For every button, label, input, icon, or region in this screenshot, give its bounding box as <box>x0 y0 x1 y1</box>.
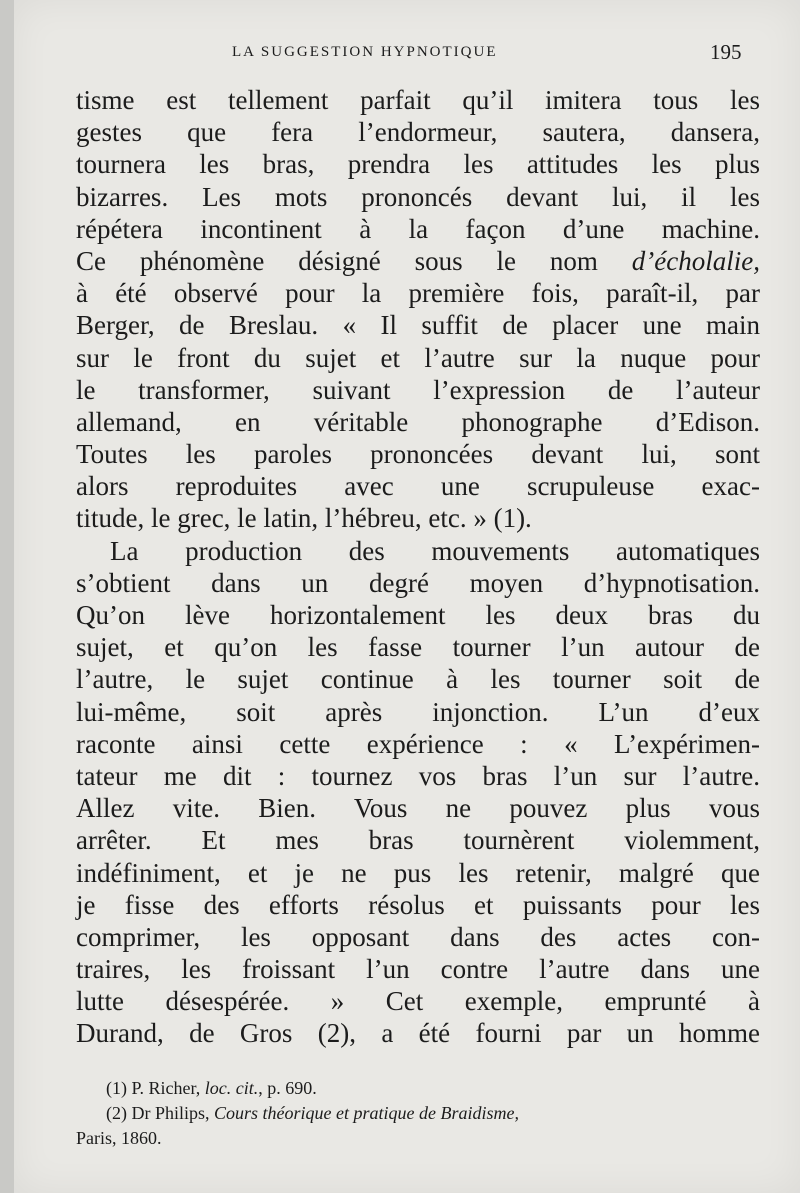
text-line: lutte désespérée. » Cet exemple, emprunté à <box>76 986 760 1017</box>
text-line: répétera incontinent à la façon d’une machine. <box>76 213 760 244</box>
text-line: je fisse des efforts résolus et puissants pour les <box>76 889 760 920</box>
text-line: indéfiniment, et je ne pus les retenir, malgré que <box>76 857 760 888</box>
scan-left-margin <box>0 0 14 1193</box>
body-text <box>76 84 760 1050</box>
text-line: comprimer, les opposant dans des actes con- <box>76 921 760 952</box>
text-line: bizarres. Les mots prononcés devant lui, il les <box>76 181 760 212</box>
text-line: arrêter. Et mes bras tournèrent violemment, <box>76 825 760 856</box>
text-line: alors reproduites avec une scrupuleuse exac- <box>76 471 760 502</box>
text-line: Toutes les paroles prononcées devant lui, sont <box>76 439 760 470</box>
text-line: tateur me dit : tournez vos bras l’un sur l’autre. <box>76 760 760 791</box>
footnote-2 <box>76 1101 760 1126</box>
text-line: Allez vite. Bien. Vous ne pouvez plus vous <box>76 793 760 824</box>
book-page <box>14 0 800 1193</box>
text-line: raconte ainsi cette expérience : « L’expérimen- <box>76 728 760 759</box>
footnote-1 <box>76 1076 760 1101</box>
text-line: Qu’on lève horizontalement les deux bras du <box>76 600 760 630</box>
text-line: Durand, de Gros (2), a été fourni par un homme <box>76 1018 760 1049</box>
text-line: sujet, et qu’on les fasse tourner l’un autour de <box>76 632 760 663</box>
text-line: Berger, de Breslau. « Il suffit de placer une main <box>76 310 760 341</box>
text-line: traires, les froissant l’un contre l’autre dans une <box>76 954 760 985</box>
footnote-1-suffix: , p. 690. <box>258 1078 317 1098</box>
footnote-1-text: (1) P. Richer, <box>106 1078 205 1098</box>
running-title: LA SUGGESTION HYPNOTIQUE <box>232 44 498 60</box>
footnote-1-italic: loc. cit. <box>204 1078 259 1098</box>
footnote-2-text: (2) Dr Philips, <box>106 1103 214 1123</box>
text-line: le transformer, suivant l’expression de l’auteur <box>76 374 760 405</box>
text-line <box>76 245 760 277</box>
paragraph-start-line: La production des mouvements automatiques <box>110 535 760 566</box>
text-span: Ce phénomène désigné sous le nom <box>76 245 598 276</box>
text-line: tisme est tellement parfait qu’il imitera tous les <box>76 85 760 115</box>
text-line: s’obtient dans un degré moyen d’hypnotisation. <box>76 567 760 598</box>
text-line: gestes que fera l’endormeur, sautera, dansera, <box>76 117 760 148</box>
text-line: lui-même, soit après injonction. L’un d’eux <box>76 696 760 727</box>
page-number: 195 <box>710 40 742 64</box>
text-line: sur le front du sujet et l’autre sur la nuque pour <box>76 342 760 373</box>
footnote-2-continuation: Paris, 1860. <box>76 1128 162 1148</box>
text-line: tournera les bras, prendra les attitudes les plus <box>76 149 760 180</box>
footnotes <box>76 1076 760 1151</box>
footnote-2-italic: Cours théorique et pratique de Braidisme, <box>214 1103 519 1123</box>
text-line: titude, le grec, le latin, l’hébreu, etc. » (1). <box>76 503 532 534</box>
text-line: allemand, en véritable phonographe d’Edison. <box>76 406 760 437</box>
italic-term: d’écholalie, <box>631 245 760 276</box>
text-line: l’autre, le sujet continue à les tourner soit de <box>76 664 760 695</box>
text-line: à été observé pour la première fois, paraît-il, par <box>76 278 760 309</box>
